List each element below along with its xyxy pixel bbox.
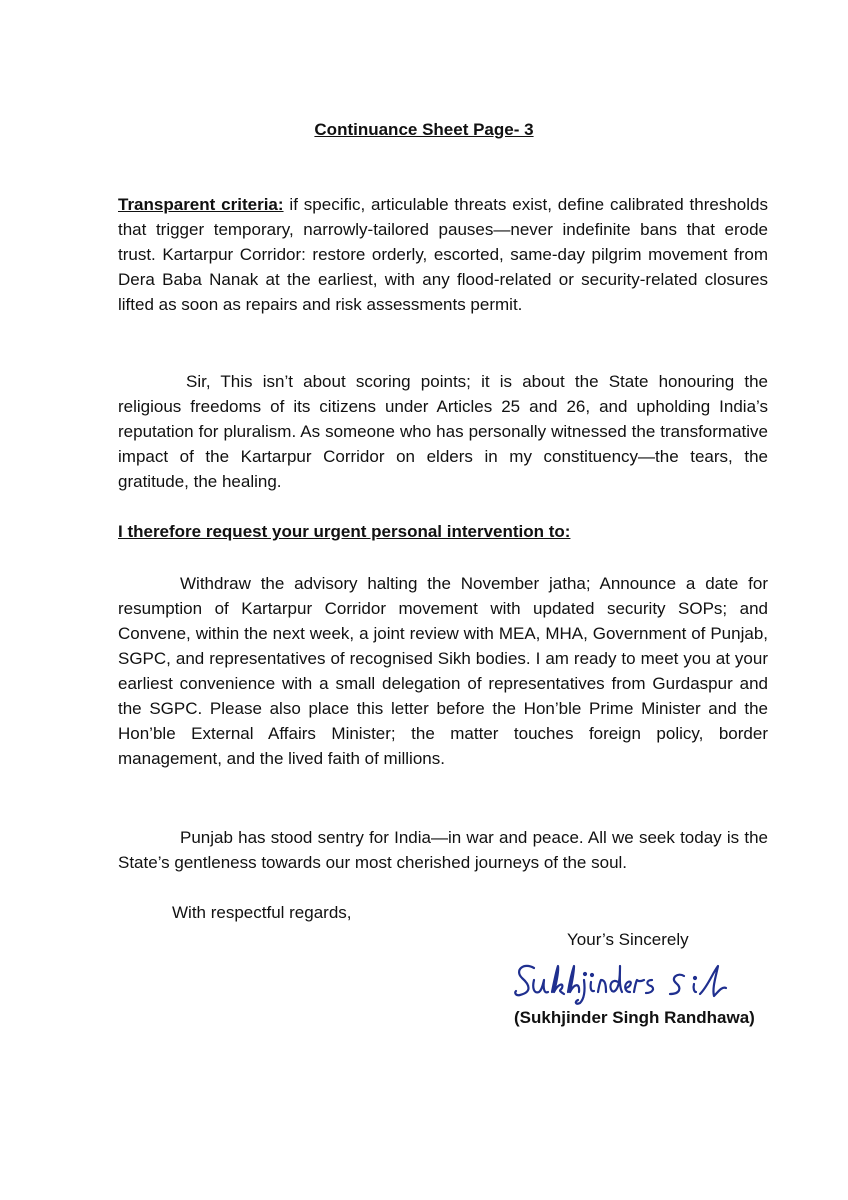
criteria-text: if specific, articulable threats exist, define calibrated thresholds that trigger temporary, narrowly-tailored pauses—never indefinite bans that erode trust. Kartarpur Corridor: restore orderly, escorted, same-day pilgrim movement from Dera Baba Nanak at the earliest, with any flood-related or security-related closures lifted as soon as repairs and risk assessments permit. [118, 195, 768, 314]
paragraph-appeal: Sir, This isn’t about scoring points; it is about the State honouring the religious freedoms of its citizens under Articles 25 and 26, and upholding India’s reputation for pluralism. As someone who has personally witnessed the transformative impact of the Kartarpur Corridor on elders in my constituency—the tears, the gratitude, the healing. [118, 372, 768, 491]
request-heading: I therefore request your urgent personal intervention to: [118, 522, 571, 541]
sincerely-line: Your’s Sincerely [567, 930, 689, 949]
paragraph-transparent-criteria [118, 192, 768, 317]
criteria-label: Transparent criteria: [118, 195, 284, 214]
regards-line: With respectful regards, [172, 903, 352, 922]
signature-image [512, 958, 732, 1008]
paragraph-requests: Withdraw the advisory halting the November jatha; Announce a date for resumption of Kartarpur Corridor movement with updated security SOPs; and Convene, within the next week, a joint review with MEA, MHA, Government of Punjab, SGPC, and representatives of recognised Sikh bodies. I am ready to meet you at your earliest convenience with a small delegation of representatives from Gurdaspur and the SGPC. Please also place this letter before the Hon’ble Prime Minister and the Hon’ble External Affairs Minister; the matter touches foreign policy, border management, and the lived faith of millions. [118, 574, 768, 768]
paragraph-closing: Punjab has stood sentry for India—in war and peace. All we seek today is the State’s gentleness towards our most cherished journeys of the soul. [118, 828, 768, 872]
signer-name: (Sukhjinder Singh Randhawa) [514, 1008, 755, 1027]
page-heading: Continuance Sheet Page- 3 [314, 120, 534, 139]
